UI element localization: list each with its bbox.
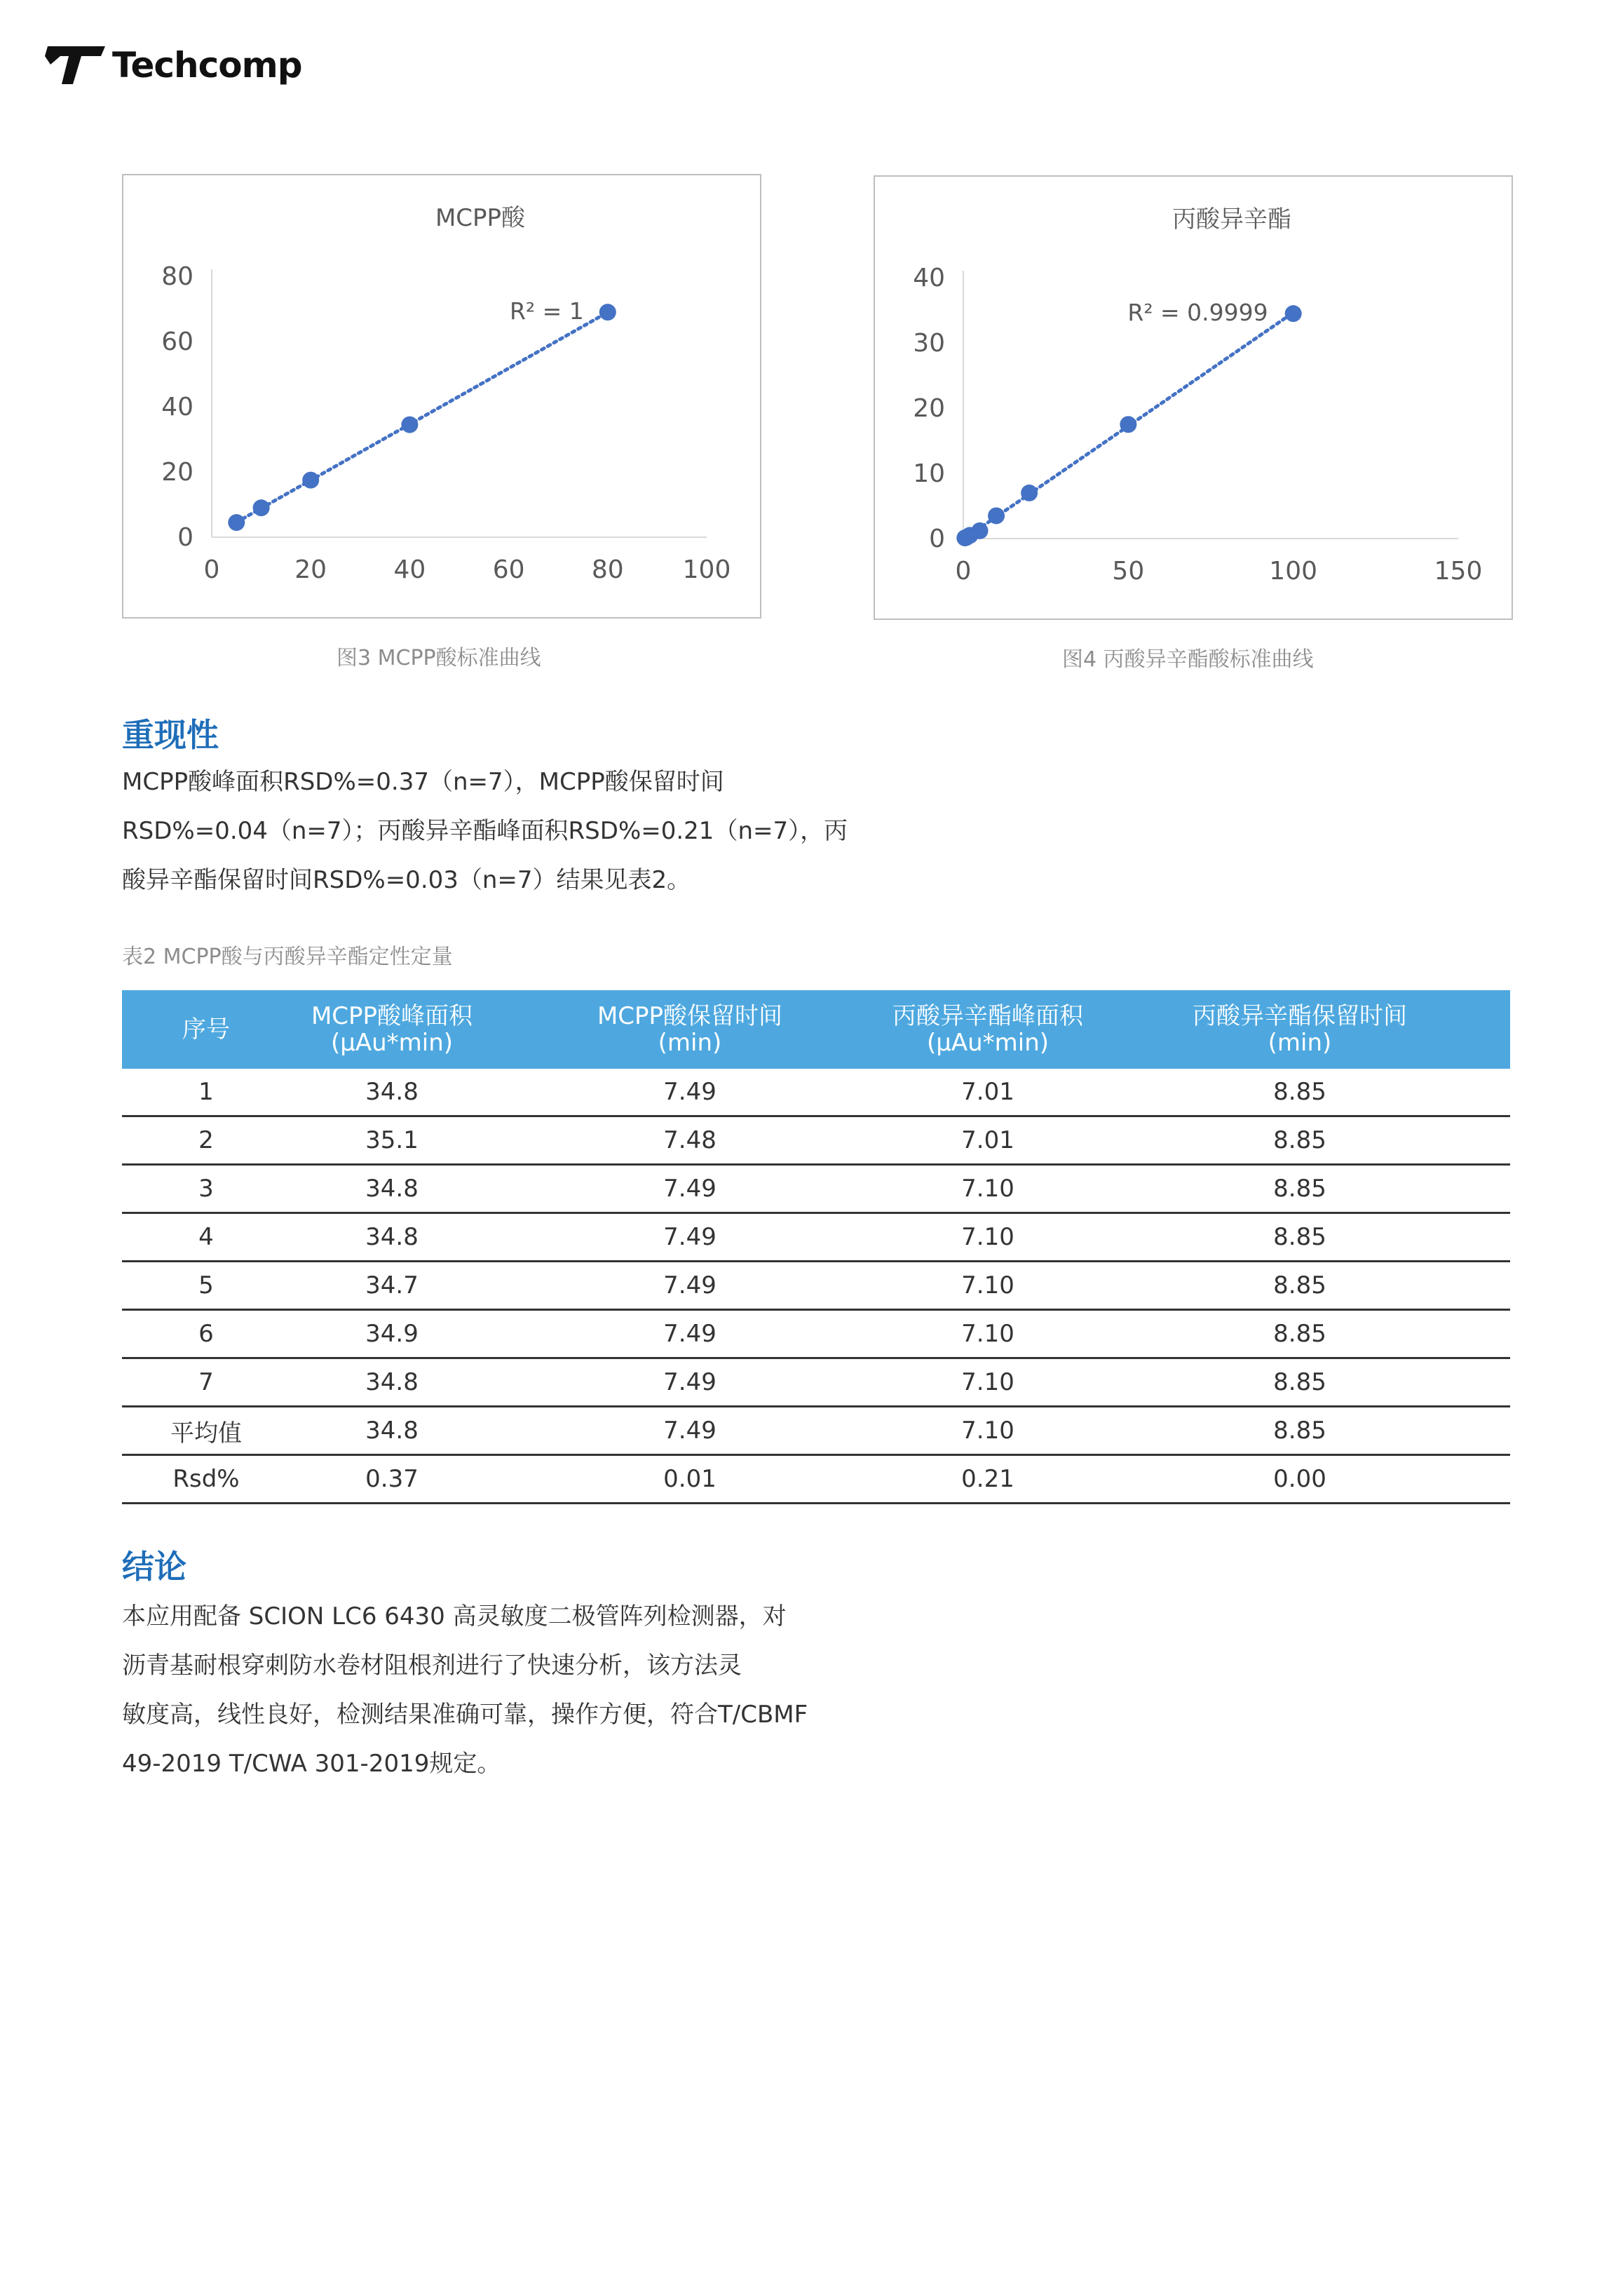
table-cell: 8.85 <box>1089 1310 1510 1358</box>
header-cell: MCPP酸保留时间 (min) <box>494 990 886 1069</box>
x-tick-label: 40 <box>393 555 426 584</box>
data-point <box>401 417 418 433</box>
table-row <box>122 1213 1510 1262</box>
table-header-row <box>122 990 1510 1069</box>
x-tick-label: 100 <box>1269 557 1318 586</box>
x-tick-label: 60 <box>492 555 525 584</box>
brand-logo <box>45 41 302 90</box>
chart-title: 丙酸异辛酯 <box>1172 205 1291 234</box>
table-cell: 35.1 <box>290 1116 494 1165</box>
table-cell: 0.00 <box>1089 1455 1510 1504</box>
chart-propionate <box>874 175 1513 620</box>
y-tick-label: 40 <box>913 264 945 292</box>
y-tick-label: 80 <box>161 262 193 291</box>
reproducibility-line: 酸异辛酯保留时间RSD%=0.03（n=7）结果见表2。 <box>122 866 691 894</box>
x-tick-label: 150 <box>1434 557 1483 586</box>
table-cell: 7.10 <box>886 1407 1089 1455</box>
table-cell: 6 <box>122 1310 290 1358</box>
header-cell: 序号 <box>122 990 290 1069</box>
table-cell: 8.85 <box>1089 1069 1510 1116</box>
header-cell: MCPP酸峰面积 (μAu*min) <box>290 990 494 1069</box>
table-cell: 7.49 <box>494 1069 886 1116</box>
table-row <box>122 1358 1510 1407</box>
chart-propionate-svg <box>875 177 1512 619</box>
table-cell: 34.9 <box>290 1310 494 1358</box>
table-cell: 7.48 <box>494 1116 886 1165</box>
x-tick-label: 0 <box>203 555 220 584</box>
table-row <box>122 1165 1510 1213</box>
table-cell: 34.7 <box>290 1262 494 1310</box>
chart-mcpp <box>122 174 761 619</box>
table-cell: 1 <box>122 1069 290 1116</box>
x-tick-label: 20 <box>294 555 327 584</box>
data-point <box>1021 485 1038 501</box>
reproducibility-line: RSD%=0.04（n=7）；丙酸异辛酯峰面积RSD%=0.21（n=7），丙 <box>122 817 848 845</box>
r-squared-label: R² = 1 <box>510 297 584 325</box>
conclusion-line: 本应用配备 SCION LC6 6430 高灵敏度二极管阵列检测器，对 <box>122 1602 787 1630</box>
data-point <box>253 499 270 516</box>
table-cell: 34.8 <box>290 1407 494 1455</box>
header-cell: 丙酸异辛酯峰面积 (μAu*min) <box>886 990 1089 1069</box>
table-cell: 7.10 <box>886 1165 1089 1213</box>
data-point <box>228 514 245 531</box>
table-cell: 34.8 <box>290 1165 494 1213</box>
y-tick-label: 0 <box>177 523 193 552</box>
y-tick-label: 20 <box>913 394 945 423</box>
y-tick-label: 60 <box>161 327 193 356</box>
reproducibility-line: MCPP酸峰面积RSD%=0.37（n=7），MCPP酸保留时间 <box>122 768 724 796</box>
x-tick-label: 50 <box>1112 557 1145 586</box>
x-tick-label: 0 <box>955 557 972 586</box>
y-tick-label: 0 <box>929 525 945 553</box>
y-tick-label: 30 <box>913 329 945 358</box>
table-cell: 0.21 <box>886 1455 1089 1504</box>
reproducibility-paragraph <box>122 757 848 905</box>
table-cell: 2 <box>122 1116 290 1165</box>
data-point <box>1120 416 1136 433</box>
data-point <box>302 472 319 489</box>
table-cell: 7.01 <box>886 1069 1089 1116</box>
table-cell: 4 <box>122 1213 290 1262</box>
table-cell: 7.01 <box>886 1116 1089 1165</box>
trendline <box>236 312 608 522</box>
table-cell: 7.10 <box>886 1358 1089 1407</box>
table-cell: 0.01 <box>494 1455 886 1504</box>
table-cell: 7.10 <box>886 1213 1089 1262</box>
table-cell: 8.85 <box>1089 1407 1510 1455</box>
chart-title: MCPP酸 <box>435 204 526 232</box>
table-cell: 8.85 <box>1089 1116 1510 1165</box>
table-cell: 7.10 <box>886 1262 1089 1310</box>
y-tick-label: 40 <box>161 393 193 421</box>
table-cell: 7.49 <box>494 1165 886 1213</box>
techcomp-t-logo-icon <box>45 41 112 90</box>
data-point <box>972 522 989 539</box>
section-title-conclusion: 结论 <box>122 1548 186 1586</box>
table-cell: 7 <box>122 1358 290 1407</box>
conclusion-paragraph <box>122 1592 808 1788</box>
table-cell: 7.49 <box>494 1358 886 1407</box>
table-cell: 8.85 <box>1089 1165 1510 1213</box>
table-cell: 8.85 <box>1089 1358 1510 1407</box>
table-row <box>122 1455 1510 1504</box>
table-cell: 7.49 <box>494 1310 886 1358</box>
data-point <box>988 507 1005 524</box>
section-title-reproducibility: 重现性 <box>122 716 219 754</box>
table-cell: 34.8 <box>290 1069 494 1116</box>
y-tick-label: 20 <box>161 458 193 487</box>
y-tick-label: 10 <box>913 459 945 488</box>
results-table <box>122 990 1510 1504</box>
table-cell: 7.49 <box>494 1262 886 1310</box>
table-cell: 0.37 <box>290 1455 494 1504</box>
x-tick-label: 80 <box>591 555 624 584</box>
table-caption: 表2 MCPP酸与丙酸异辛酯定性定量 <box>122 945 453 969</box>
chart-propionate-caption: 图4 丙酸异辛酯酸标准曲线 <box>1062 647 1314 672</box>
conclusion-line: 49-2019 T/CWA 301-2019规定。 <box>122 1750 501 1778</box>
data-point <box>1285 305 1302 322</box>
chart-mcpp-caption: 图3 MCPP酸标准曲线 <box>337 646 541 670</box>
table-row <box>122 1069 1510 1116</box>
table-cell: 8.85 <box>1089 1213 1510 1262</box>
table-row <box>122 1116 1510 1165</box>
table-cell: 7.49 <box>494 1407 886 1455</box>
data-point <box>599 304 616 320</box>
x-tick-label: 100 <box>682 555 731 584</box>
r-squared-label: R² = 0.9999 <box>1127 299 1268 327</box>
table-row <box>122 1407 1510 1455</box>
table-cell: 34.8 <box>290 1213 494 1262</box>
header-cell: 丙酸异辛酯保留时间 (min) <box>1089 990 1510 1069</box>
table-row <box>122 1262 1510 1310</box>
conclusion-line: 敏度高，线性良好，检测结果准确可靠，操作方便，符合T/CBMF <box>122 1701 808 1729</box>
table-cell: 34.8 <box>290 1358 494 1407</box>
table-cell: 平均值 <box>122 1407 290 1455</box>
conclusion-line: 沥青基耐根穿刺防水卷材阻根剂进行了快速分析，该方法灵 <box>122 1652 742 1680</box>
brand-name: Techcomp <box>112 45 302 86</box>
table-cell: Rsd% <box>122 1455 290 1504</box>
table-row <box>122 1310 1510 1358</box>
table-cell: 3 <box>122 1165 290 1213</box>
table-cell: 7.10 <box>886 1310 1089 1358</box>
table-cell: 5 <box>122 1262 290 1310</box>
table-cell: 8.85 <box>1089 1262 1510 1310</box>
table-cell: 7.49 <box>494 1213 886 1262</box>
chart-mcpp-svg <box>123 175 760 617</box>
